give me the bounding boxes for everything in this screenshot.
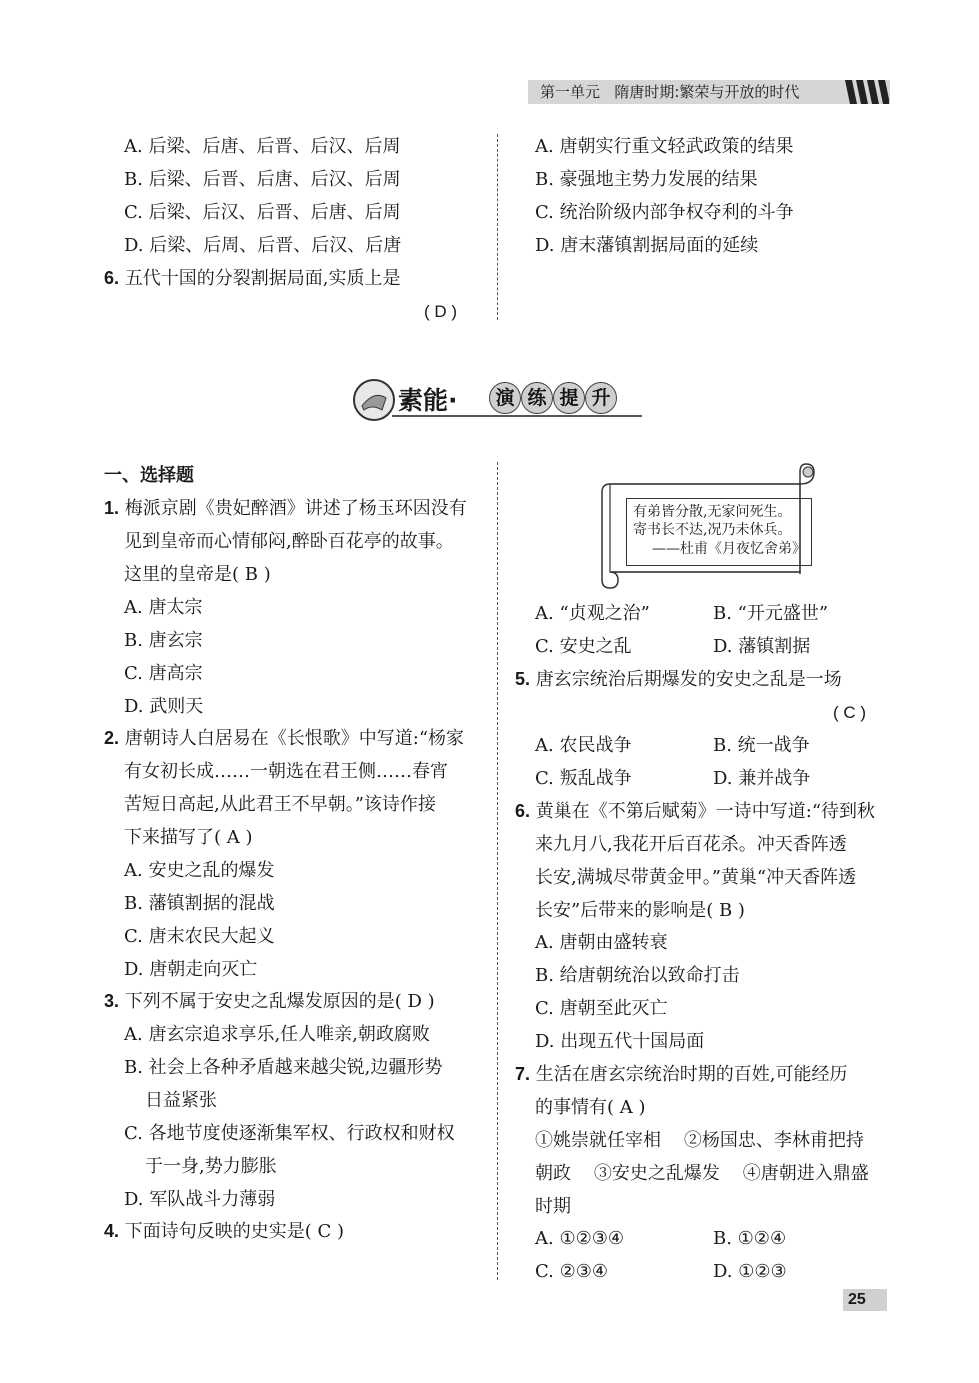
question-text: 五代十国的分裂割据局面,实质上是 — [124, 268, 401, 289]
top-left-option-c: C. 后梁、后汉、后晋、后唐、后周 — [124, 202, 401, 223]
question-1-option-b: B. 唐玄宗 — [124, 630, 203, 651]
question-7-line-2: 的事情有( A ) — [535, 1097, 646, 1118]
question-3-option-a: A. 唐玄宗追求享乐,任人唯亲,朝政腐败 — [124, 1024, 430, 1045]
question-6-answer: ( D ) — [424, 302, 458, 321]
question-2-option-b: B. 藩镇割据的混战 — [124, 893, 275, 914]
question-text: 下面诗句反映的史实是( C ) — [124, 1221, 345, 1242]
column-divider-main — [497, 462, 498, 1280]
question-4-option-d: D. 藩镇割据 — [713, 636, 811, 657]
question-5-option-b: B. 统一战争 — [713, 735, 810, 756]
question-4-option-a: A. “贞观之治” — [535, 603, 650, 624]
question-2-line-2: 有女初长成……一朝选在君王侧……春宵 — [124, 761, 448, 782]
question-6b-line-4: 长安”后带来的影响是( B ) — [535, 900, 745, 921]
question-number: 6. — [515, 801, 531, 821]
banner-left-text: 素能 — [398, 386, 449, 415]
header-title — [540, 80, 799, 104]
banner-title — [398, 381, 458, 417]
question-1-line-1 — [104, 492, 467, 525]
question-2-line-4: 下来描写了( A ) — [124, 827, 253, 848]
question-1-option-a: A. 唐太宗 — [124, 597, 203, 618]
question-5-option-c: C. 叛乱战争 — [535, 768, 632, 789]
question-3-option-b: B. 社会上各种矛盾越来越尖锐,边疆形势 — [124, 1057, 443, 1078]
question-number: 7. — [515, 1064, 531, 1084]
poem-attribution: ——杜甫《月夜忆舍弟》 — [652, 541, 806, 557]
question-2-option-c: C. 唐末农民大起义 — [124, 926, 275, 947]
question-number: 2. — [104, 728, 120, 748]
poem-line-2: 寄书长不达,况乃未休兵。 — [633, 522, 792, 538]
question-1-option-d: D. 武则天 — [124, 696, 204, 717]
section-title: 一、选择题 — [104, 465, 194, 486]
question-number: 3. — [104, 991, 120, 1011]
question-number: 5. — [515, 669, 531, 689]
question-6b-option-d: D. 出现五代十国局面 — [535, 1031, 705, 1052]
question-6b-option-c: C. 唐朝至此灭亡 — [535, 998, 668, 1019]
page-number: 25 — [848, 1291, 866, 1308]
question-1-option-c: C. 唐高宗 — [124, 663, 203, 684]
header-subtitle: 隋唐时期:繁荣与开放的时代 — [614, 83, 800, 101]
top-right-option-c: C. 统治阶级内部争权夺利的斗争 — [535, 202, 794, 223]
top-left-option-a: A. 后梁、后唐、后晋、后汉、后周 — [124, 136, 401, 157]
question-4-option-b: B. “开元盛世” — [713, 603, 829, 624]
question-3-option-c-cont: 于一身,势力膨胀 — [145, 1156, 277, 1177]
question-6b-option-b: B. 给唐朝统治以致命打击 — [535, 965, 740, 986]
question-2-line-3: 苦短日高起,从此君王不早朝。”该诗作接 — [124, 794, 436, 815]
column-divider-top — [497, 134, 498, 320]
question-text: 梅派京剧《贵妃醉酒》讲述了杨玉环因没有 — [124, 498, 467, 519]
question-7-option-b: B. ①②④ — [713, 1228, 787, 1249]
question-5-option-d: D. 兼并战争 — [713, 768, 811, 789]
top-left-option-d: D. 后梁、后周、后晋、后汉、后唐 — [124, 235, 402, 256]
question-number: 6. — [104, 268, 120, 288]
top-left-option-b: B. 后梁、后晋、后唐、后汉、后周 — [124, 169, 401, 190]
banner-char-3: 提 — [553, 382, 585, 414]
question-1-line-2: 见到皇帝而心情郁闷,醉卧百花亭的故事。 — [124, 531, 454, 552]
poem-line-1: 有弟皆分散,无家问死生。 — [633, 504, 792, 520]
question-5-stem — [515, 663, 842, 696]
question-text: 生活在唐玄宗统治时期的百姓,可能经历 — [535, 1064, 848, 1085]
banner-char-2: 练 — [521, 382, 553, 414]
question-2-option-d: D. 唐朝走向灭亡 — [124, 959, 258, 980]
question-text: 下列不属于安史之乱爆发原因的是( D ) — [124, 991, 435, 1012]
question-7-line-4: 朝政 ③安史之乱爆发 ④唐朝进入鼎盛 — [535, 1163, 869, 1184]
question-7-option-d: D. ①②③ — [713, 1261, 787, 1282]
top-right-option-d: D. 唐末藩镇割据局面的延续 — [535, 235, 759, 256]
question-6b-line-1 — [515, 795, 875, 828]
question-7-line-3: ①姚崇就任宰相 ②杨国忠、李林甫把持 — [535, 1130, 864, 1151]
header-stripes-icon — [843, 80, 889, 104]
header-unit: 第一单元 — [540, 83, 601, 101]
question-5-option-a: A. 农民战争 — [535, 735, 632, 756]
question-5-answer: ( C ) — [833, 703, 867, 722]
top-right-option-b: B. 豪强地主势力发展的结果 — [535, 169, 758, 190]
question-7-option-c: C. ②③④ — [535, 1261, 608, 1282]
question-4-stem — [104, 1215, 344, 1248]
question-7-line-5: 时期 — [535, 1196, 571, 1217]
question-number: 4. — [104, 1221, 120, 1241]
question-1-line-3: 这里的皇帝是( B ) — [124, 564, 271, 585]
question-7-line-1 — [515, 1058, 847, 1091]
question-2-option-a: A. 安史之乱的爆发 — [124, 860, 275, 881]
banner-char-4: 升 — [585, 382, 617, 414]
question-text: 黄巢在《不第后赋菊》一诗中写道:“待到秋 — [535, 801, 876, 822]
question-6b-option-a: A. 唐朝由盛转衰 — [535, 932, 668, 953]
question-text: 唐朝诗人白居易在《长恨歌》中写道:“杨家 — [124, 728, 465, 749]
question-7-option-a: A. ①②③④ — [535, 1228, 624, 1249]
question-6b-line-2: 来九月八,我花开后百花杀。冲天香阵透 — [535, 834, 847, 855]
question-3-stem — [104, 985, 435, 1018]
banner-dot: · — [448, 386, 458, 415]
question-6b-line-3: 长安,满城尽带黄金甲。”黄巢“冲天香阵透 — [535, 867, 857, 888]
banner-char-1: 演 — [489, 382, 521, 414]
question-text: 唐玄宗统治后期爆发的安史之乱是一场 — [535, 669, 842, 690]
question-3-option-c: C. 各地节度使逐渐集军权、行政权和财权 — [124, 1123, 455, 1144]
question-3-option-b-cont: 日益紧张 — [145, 1090, 217, 1111]
question-3-option-d: D. 军队战斗力薄弱 — [124, 1189, 276, 1210]
question-2-line-1 — [104, 722, 464, 755]
question-6-stem — [104, 262, 400, 295]
question-4-option-c: C. 安史之乱 — [535, 636, 632, 657]
question-number: 1. — [104, 498, 120, 518]
top-right-option-a: A. 唐朝实行重文轻武政策的结果 — [535, 136, 794, 157]
